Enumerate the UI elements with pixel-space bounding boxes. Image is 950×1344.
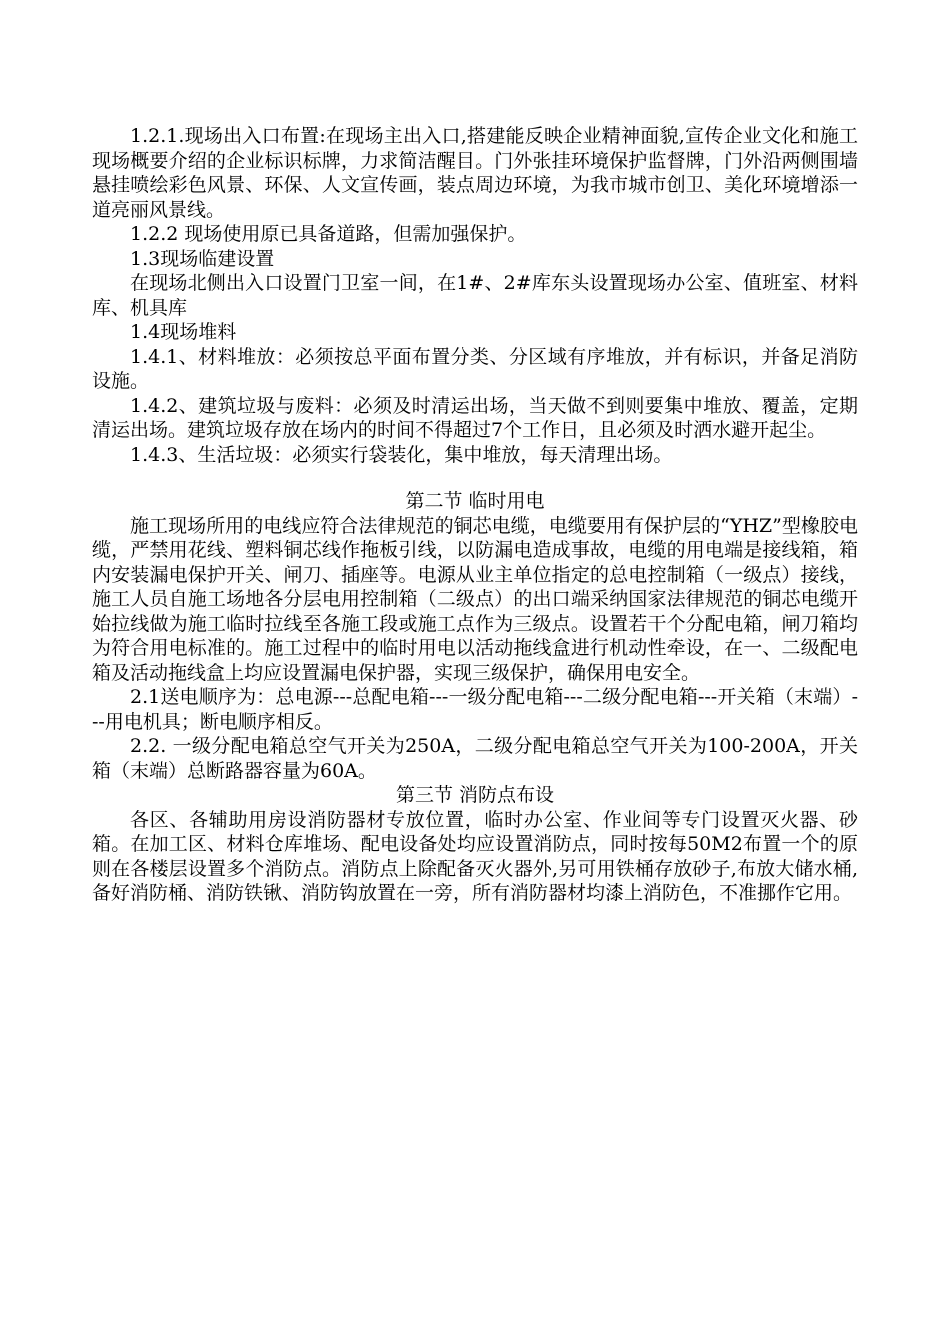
paragraph-1-2-2: 1.2.2 现场使用原已具备道路，但需加强保护。 bbox=[130, 223, 527, 245]
paragraph-1-4-2: 1.4.2、建筑垃圾与废料：必须及时清运出场，当天做不到则要集中堆放、覆盖，定期清运出场。建筑垃圾存放在场内的时间不得超过7个工作日，且必须及时洒水避开起尘。 bbox=[92, 394, 858, 441]
paragraph-section-2-intro: 施工现场所用的电线应符合法律规范的铜芯电缆，电缆要用有保护层的“YHZ”型橡胶电缆，严禁用花线、塑料铜芯线作拖板引线，以防漏电造成事故，电缆的用电端是接线箱，箱内安装漏电保护开关、闸刀、插座等。电源从业主单位指定的总电控制箱（一级点）接线，施工人员自施工场地各分层电用控制箱（二级点）的出口端采纳国家法律规范的铜芯电缆开始拉线做为施工临时拉线至各施工段或施工点作为三级点。设置若干个分配电箱，闸刀箱均为符合用电标准的。施工过程中的临时用电以活动拖线盒进行机动性牵设，在一、二级配电箱及活动拖线盒上均应设置漏电保护器，实现三级保护，确保用电安全。 bbox=[92, 514, 858, 684]
paragraph-section-3-intro: 各区、各辅助用房设消防器材专放位置，临时办公室、作业间等专门设置灭火器、砂箱。在加工区、材料仓库堆场、配电设备处均应设置消防点，同时按每50M2布置一个的原则在各楼层设置多个消防点。消防点上除配备灭火器外,另可用铁桶存放砂子,布放大储水桶,备好消防桶、消防铁锹、消防钩放置在一旁，所有消防器材均漆上消防色，不准挪作它用。 bbox=[92, 808, 858, 904]
paragraph-2-2: 2.2. 一级分配电箱总空气开关为250A，二级分配电箱总空气开关为100-200A，开关箱（末端）总断路器容量为60A。 bbox=[92, 735, 858, 782]
heading-1-3: 1.3现场临建设置 bbox=[130, 247, 275, 270]
section-gap bbox=[92, 467, 858, 489]
section-3-title: 第三节 消防点布设 bbox=[395, 784, 555, 806]
document-page bbox=[92, 124, 858, 906]
paragraph-2-1: 2.1送电顺序为：总电源---总配电箱---一级分配电箱---二级分配电箱---开关箱（末端）---用电机具；断电顺序相反。 bbox=[92, 686, 858, 733]
paragraph-1-4-1: 1.4.1、材料堆放：必须按总平面布置分类、分区域有序堆放，并有标识，并备足消防设施。 bbox=[92, 345, 858, 392]
paragraph-1-4-3: 1.4.3、生活垃圾：必须实行袋装化，集中堆放，每天清理出场。 bbox=[130, 443, 673, 466]
paragraph-1-2-1: 1.2.1.现场出入口布置:在现场主出入口,搭建能反映企业精神面貌,宣传企业文化和施工现场概要介绍的企业标识标牌，力求简洁醒目。门外张挂环境保护监督牌，门外沿两侧围墙悬挂喷绘彩色风景、环保、人文宣传画，装点周边环境，为我市城市创卫、美化环境增添一道亮丽风景线。 bbox=[92, 125, 858, 221]
paragraph-1-3: 在现场北侧出入口设置门卫室一间，在1#、2#库东头设置现场办公室、值班室、材料库、机具库 bbox=[92, 272, 858, 319]
heading-1-4: 1.4现场堆料 bbox=[130, 321, 237, 343]
section-2-title: 第二节 临时用电 bbox=[405, 490, 545, 512]
